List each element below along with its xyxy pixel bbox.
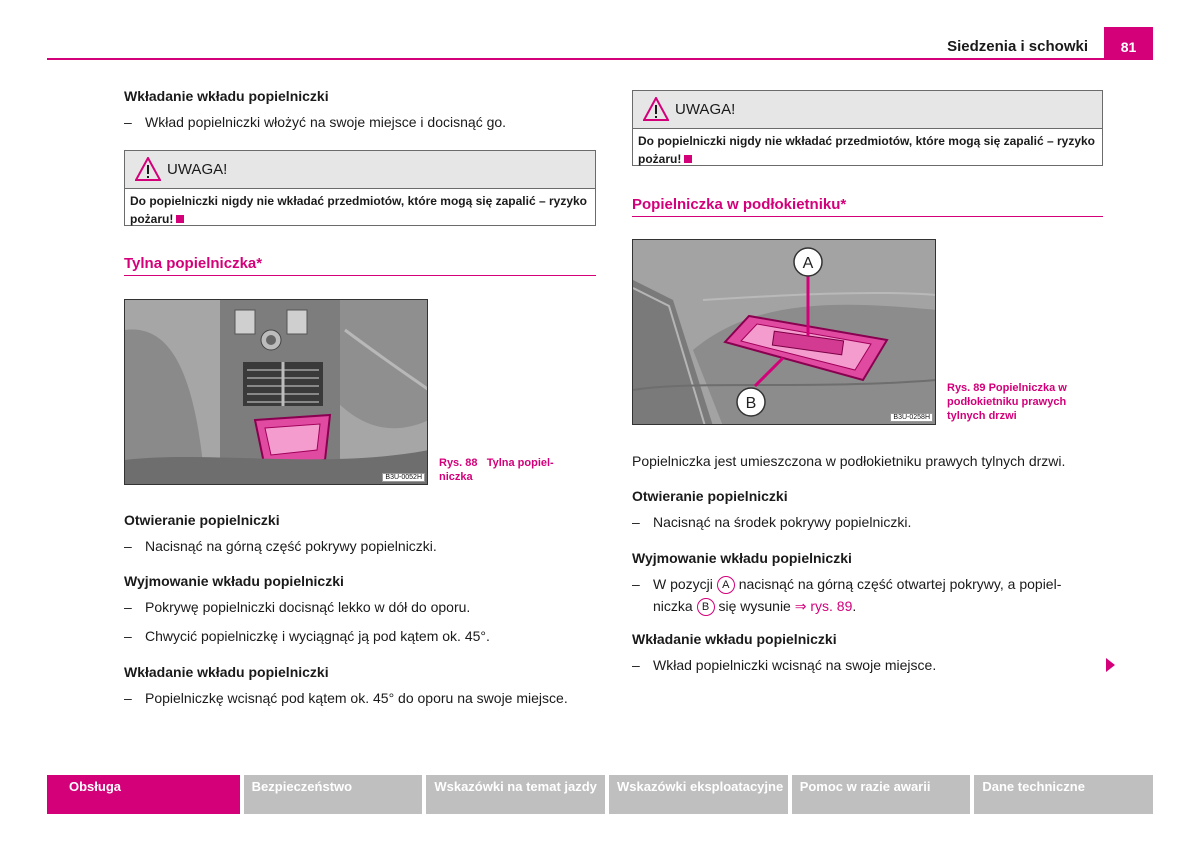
warning-body [125,189,595,231]
list-dash: – [124,538,132,554]
insert2-heading: Wkładanie wkładu popielniczki [124,664,329,680]
intro-paragraph: Popielniczka jest umieszczona w podłokietniku prawych tylnych drzwi. [632,453,1066,469]
figure-code: B3U-0258H [890,413,933,422]
warning-header [633,91,1102,129]
caption-line2: podłokietniku prawych [947,396,1067,408]
remove-part3: niczka [653,598,693,614]
position-b-marker: B [697,598,715,616]
warning-text: Do popielniczki nigdy nie wkładać przedmiotów, które mogą się zapalić – ryzyko pożaru! [130,194,588,226]
page-number: 81 [1104,27,1153,60]
warning-title: UWAGA! [675,101,736,118]
insert2-item-text: Popielniczkę wcisnąć pod kątem ok. 45° do oporu na swoje miejsce. [145,690,568,706]
list-dash: – [632,576,640,592]
list-dash: – [124,690,132,706]
warning-icon [135,157,161,181]
warning-icon [643,97,669,121]
list-dash: – [632,514,640,530]
figure-caption-89 [947,381,1097,423]
open-item [632,511,1104,533]
remove-part1: W pozycji [653,576,713,592]
figure-armrest-ashtray [632,239,936,425]
caption-line1: Tylna popiel- [486,457,554,469]
tab-obsluga[interactable]: Obsługa [47,775,240,814]
remove-item-2 [124,625,596,647]
tab-wskazowki-jazdy[interactable]: Wskazówki na temat jazdy [426,775,605,814]
tab-bezpieczenstwo[interactable]: Bezpieczeństwo [244,775,423,814]
figure-code: B3U-0052H [382,473,425,482]
insert-item [124,111,596,133]
remove-item-1 [124,596,596,618]
end-square-icon [684,155,692,163]
remove-item [632,573,1104,617]
label-b: B [745,395,757,412]
caption-line3: tylnych drzwi [947,410,1017,422]
open-item-text: Nacisnąć na środek pokrywy popielniczki. [653,514,912,530]
footer-nav [47,775,1153,814]
tab-wskazowki-eksploatacyjne[interactable]: Wskazówki eksploatacyjne [609,775,788,814]
open-heading: Otwieranie popielniczki [124,512,280,528]
figure-reference-link[interactable]: ⇒ rys. 89 [794,598,853,614]
insert2-item [124,687,596,709]
list-dash: – [124,114,132,130]
section-title-rear-ashtray: Tylna popielniczka* [124,255,263,272]
page-header-title: Siedzenia i schowki [947,38,1088,55]
tab-pomoc-awarii[interactable]: Pomoc w razie awarii [792,775,971,814]
list-dash: – [632,657,640,673]
remove-heading: Wyjmowanie wkładu popielniczki [632,550,852,566]
remove-heading: Wyjmowanie wkładu popielniczki [124,573,344,589]
warning-box-right [632,90,1103,166]
remove-part4: się wysunie [718,598,791,614]
header-rule [47,58,1153,60]
open-item-text: Nacisnąć na górną część pokrywy popielniczki. [145,538,437,554]
insert-item-text: Wkład popielniczki wcisnąć na swoje miejsce. [653,657,937,673]
remove-item-2-text: Chwycić popielniczkę i wyciągnąć ją pod kątem ok. 45°. [145,628,490,644]
continue-arrow-icon [1106,658,1115,672]
caption-line2: niczka [439,471,473,483]
armrest-ashtray-illustration [633,240,936,425]
remove-end: . [852,598,857,614]
remove-item-text [632,573,1104,617]
caption-number: Rys. 88 [439,457,478,469]
list-dash: – [124,628,132,644]
insert-heading: Wkładanie wkładu popielniczki [124,88,329,104]
figure-rear-ashtray [124,299,428,485]
rear-ashtray-illustration [125,300,428,485]
warning-title: UWAGA! [167,161,228,178]
warning-header [125,151,595,189]
figure-caption-88 [439,456,579,484]
section-title-armrest-ashtray: Popielniczka w podłokietniku* [632,196,847,213]
section-rule [124,275,596,276]
label-a: A [802,255,814,272]
remove-item-1-text: Pokrywę popielniczki docisnąć lekko w dół do oporu. [145,599,471,615]
warning-box [124,150,596,226]
insert-heading: Wkładanie wkładu popielniczki [632,631,837,647]
end-square-icon [176,215,184,223]
insert-item [632,654,1104,676]
warning-body [633,129,1102,171]
caption-line1: Rys. 89 Popielniczka w [947,382,1067,394]
position-a-marker: A [717,576,735,594]
list-dash: – [124,599,132,615]
open-heading: Otwieranie popielniczki [632,488,788,504]
section-rule [632,216,1103,217]
tab-dane-techniczne[interactable]: Dane techniczne [974,775,1153,814]
open-item [124,535,596,557]
remove-part2: nacisnąć na górną część otwartej pokrywy, a popiel- [738,576,1062,592]
insert-item-text: Wkład popielniczki włożyć na swoje miejsce i docisnąć go. [145,114,507,130]
warning-text: Do popielniczki nigdy nie wkładać przedmiotów, które mogą się zapalić – ryzyko pożaru! [638,134,1096,166]
